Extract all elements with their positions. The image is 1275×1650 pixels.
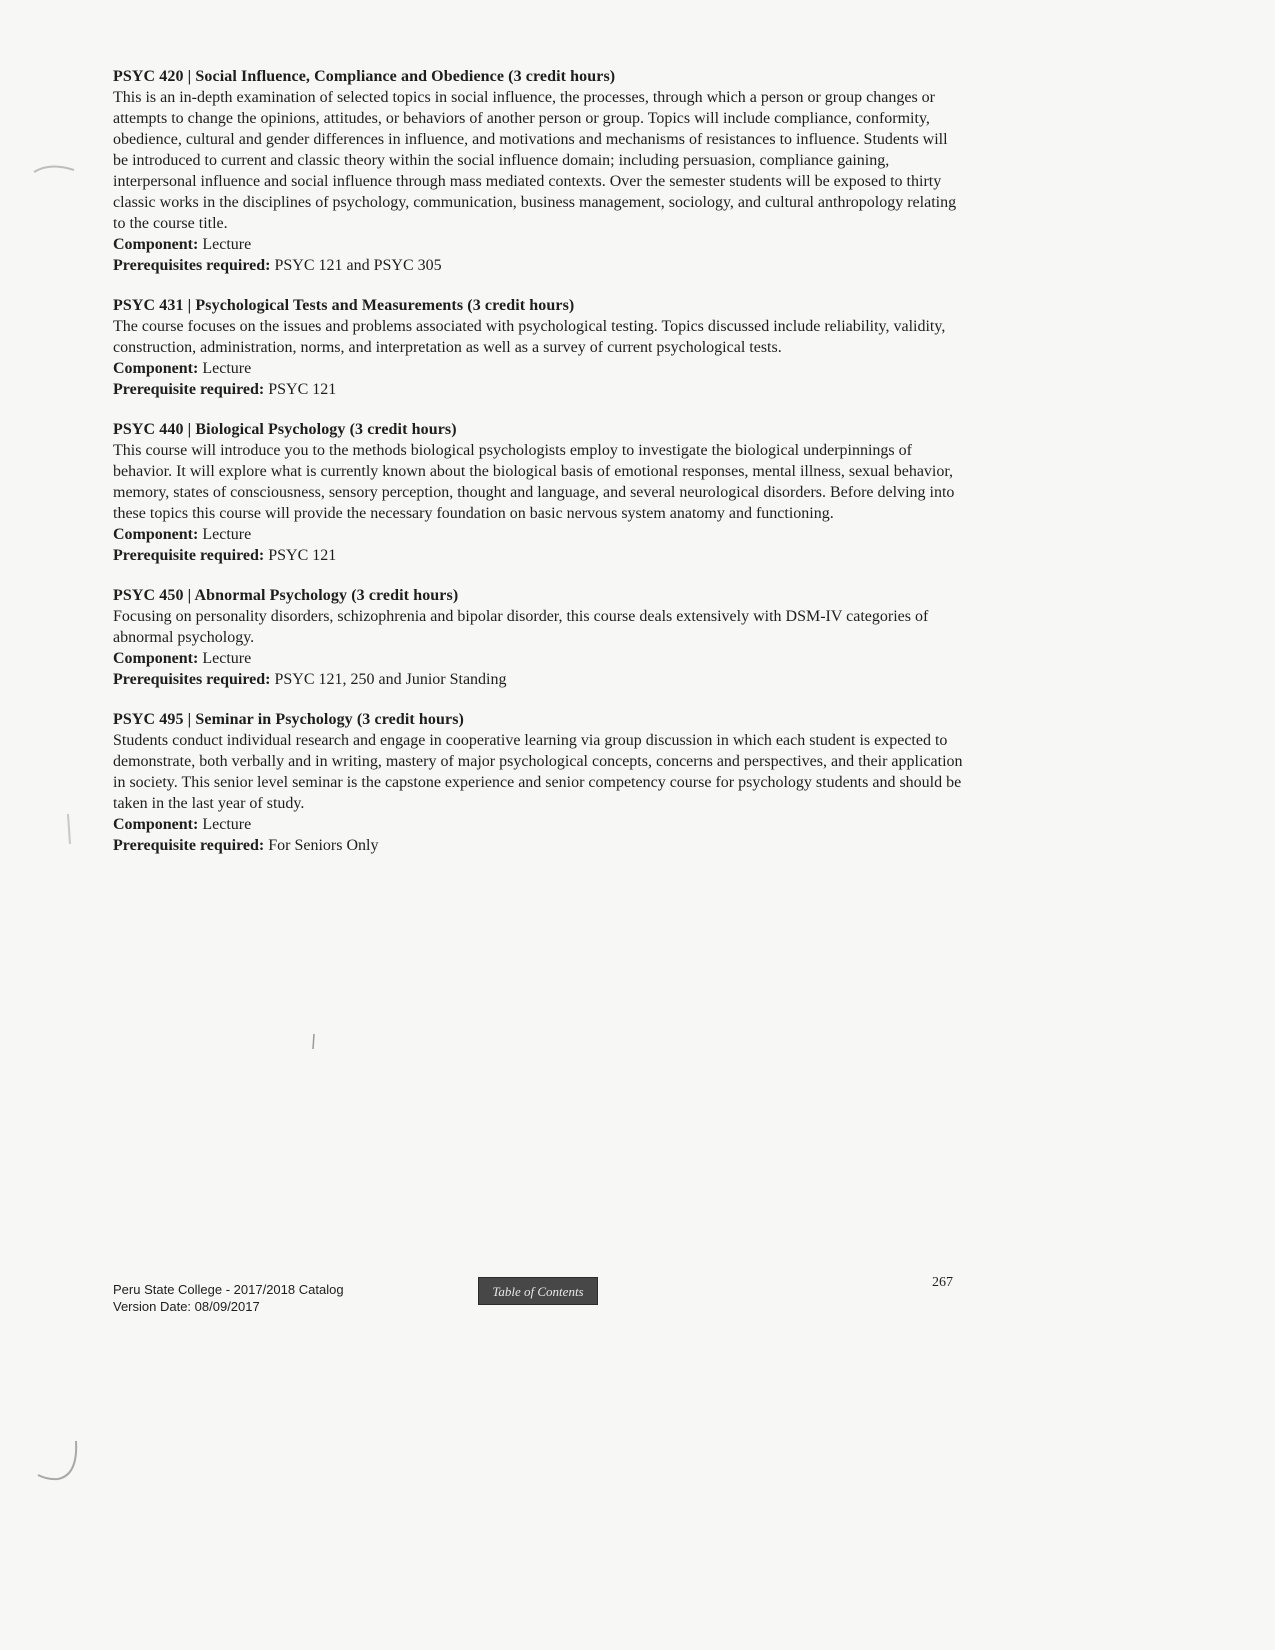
table-of-contents-link[interactable]: Table of Contents xyxy=(478,1277,598,1305)
course-title: PSYC 440 | Biological Psychology (3 credit hours) xyxy=(113,421,457,438)
prerequisite-label: Prerequisites required: xyxy=(113,671,271,688)
prerequisite-value: PSYC 121 xyxy=(268,547,337,564)
scan-artifact xyxy=(306,1032,322,1052)
prerequisite-label: Prerequisites required: xyxy=(113,257,271,274)
component-label: Component: xyxy=(113,816,199,833)
component-value: Lecture xyxy=(202,360,252,377)
course-component xyxy=(113,648,963,669)
course-description: The course focuses on the issues and problems associated with psychological testing. Topics discussed include reliability, validity, construction, administration, norms, and interpretation as well as a survey of current psychological tests. xyxy=(113,318,946,356)
scan-artifact xyxy=(30,150,80,190)
catalog-name: Peru State College - 2017/2018 Catalog xyxy=(113,1282,344,1297)
course-component xyxy=(113,814,963,835)
prerequisite-value: PSYC 121 and PSYC 305 xyxy=(274,257,442,274)
component-value: Lecture xyxy=(202,650,252,667)
component-label: Component: xyxy=(113,236,199,253)
component-value: Lecture xyxy=(202,526,252,543)
course-title: PSYC 431 | Psychological Tests and Measurements (3 credit hours) xyxy=(113,297,575,314)
scan-artifact xyxy=(28,1435,88,1495)
course-prerequisite xyxy=(113,255,963,276)
course-description: Focusing on personality disorders, schizophrenia and bipolar disorder, this course deals extensively with DSM-IV categories of abnormal psychology. xyxy=(113,608,929,646)
course-entry-psyc-495 xyxy=(113,709,963,856)
scan-artifact xyxy=(60,810,80,850)
prerequisite-label: Prerequisite required: xyxy=(113,381,265,398)
course-component xyxy=(113,234,963,255)
component-label: Component: xyxy=(113,650,199,667)
prerequisite-label: Prerequisite required: xyxy=(113,547,265,564)
course-component xyxy=(113,524,963,545)
course-title: PSYC 450 | Abnormal Psychology (3 credit hours) xyxy=(113,587,459,604)
course-description: This course will introduce you to the methods biological psychologists employ to investigate the biological underpinnings of behavior. It will explore what is currently known about the biological basis of emotional responses, mental illness, sexual behavior, memory, states of consciousness, sensory perception, thought and language, and several neurological disorders. Before delving into these topics this course will provide the necessary foundation on basic nervous system anatomy and functioning. xyxy=(113,442,955,522)
course-entry-psyc-431 xyxy=(113,295,963,400)
course-prerequisite xyxy=(113,379,963,400)
component-value: Lecture xyxy=(202,236,252,253)
prerequisite-label: Prerequisite required: xyxy=(113,837,265,854)
course-entry-psyc-440 xyxy=(113,419,963,566)
course-prerequisite xyxy=(113,835,963,856)
catalog-footer xyxy=(113,1281,344,1315)
prerequisite-value: PSYC 121, 250 and Junior Standing xyxy=(274,671,507,688)
course-entry-psyc-450 xyxy=(113,585,963,690)
version-date: Version Date: 08/09/2017 xyxy=(113,1299,260,1314)
course-list xyxy=(113,66,963,875)
course-entry-psyc-420 xyxy=(113,66,963,276)
component-label: Component: xyxy=(113,360,199,377)
course-title: PSYC 495 | Seminar in Psychology (3 credit hours) xyxy=(113,711,464,728)
course-component xyxy=(113,358,963,379)
course-prerequisite xyxy=(113,669,963,690)
course-description: Students conduct individual research and engage in cooperative learning via group discussion in which each student is expected to demonstrate, both verbally and in writing, mastery of major psychological concepts, concerns and perspectives, and their application in society. This senior level seminar is the capstone experience and senior competency course for psychology students and should be taken in the last year of study. xyxy=(113,732,963,812)
page-number: 267 xyxy=(932,1275,953,1290)
prerequisite-value: For Seniors Only xyxy=(268,837,379,854)
component-label: Component: xyxy=(113,526,199,543)
course-prerequisite xyxy=(113,545,963,566)
course-title: PSYC 420 | Social Influence, Compliance and Obedience (3 credit hours) xyxy=(113,68,616,85)
component-value: Lecture xyxy=(202,816,252,833)
prerequisite-value: PSYC 121 xyxy=(268,381,337,398)
course-description: This is an in-depth examination of selected topics in social influence, the processes, through which a person or group changes or attempts to change the opinions, attitudes, or behaviors of another person or group. Topics will include compliance, conformity, obedience, cultural and gender differences in influence, and motivations and mechanisms of resistances to influence. Students will be introduced to current and classic theory within the social influence domain; including persuasion, compliance gaining, interpersonal influence and social influence through mass mediated contexts. Over the semester students will be exposed to thirty classic works in the disciplines of psychology, communication, business management, sociology, and cultural anthropology relating to the course title. xyxy=(113,89,957,232)
